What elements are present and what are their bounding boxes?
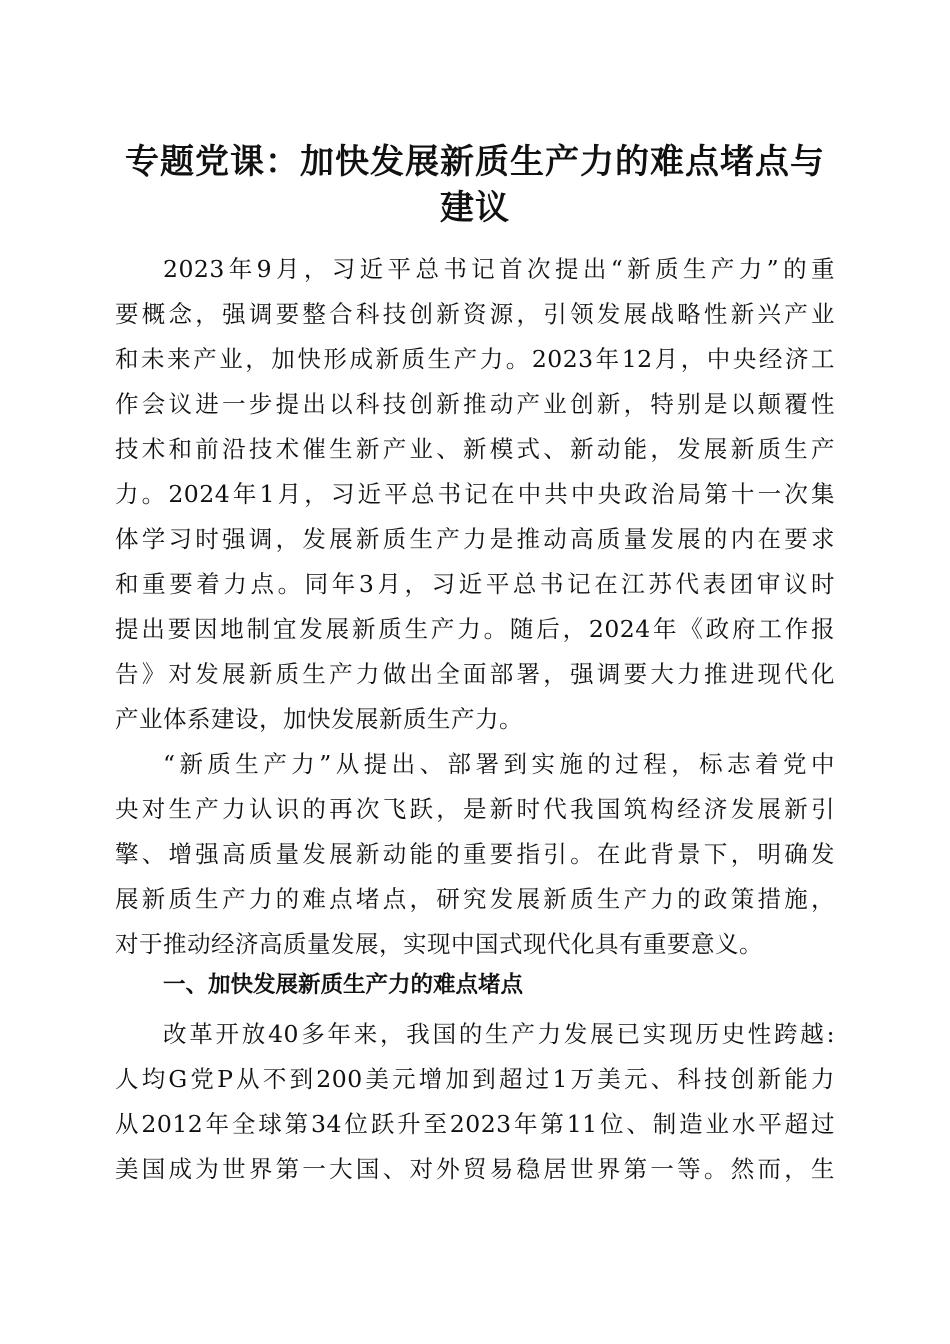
section-heading-1: 一、加快发展新质生产力的难点堵点 [163, 972, 524, 998]
paragraph-1-line-2: 要概念，强调要整合科技创新资源，引领发展战略性新兴产业 [115, 300, 835, 328]
paragraph-1-line-11: 产业体系建设，加快发展新质生产力。 [115, 705, 523, 733]
paragraph-2-line-4: 展新质生产力的难点堵点，研究发展新质生产力的政策措施， [115, 885, 835, 913]
paragraph-3-line-3: 从2012年全球第34位跃升至2023年第11位、制造业水平超过 [115, 1110, 835, 1138]
document-title-line-2: 建议 [440, 188, 510, 228]
paragraph-2-line-2: 央对生产力认识的再次飞跃，是新时代我国筑构经济发展新引 [115, 795, 835, 823]
paragraph-2-line-5: 对于推动经济高质量发展，实现中国式现代化具有重要意义。 [115, 930, 763, 958]
paragraph-1-line-8: 和重要着力点。同年3月，习近平总书记在江苏代表团审议时 [115, 570, 835, 598]
paragraph-1-line-4: 作会议进一步提出以科技创新推动产业创新，特别是以颠覆性 [115, 390, 835, 418]
paragraph-1-line-6: 力。2024年1月，习近平总书记在中共中央政治局第十一次集 [115, 480, 835, 508]
document-title-line-1: 专题党课：加快发展新质生产力的难点堵点与 [125, 142, 825, 182]
paragraph-1-line-7: 体学习时强调，发展新质生产力是推动高质量发展的内在要求 [115, 525, 835, 553]
paragraph-2-line-1: “新质生产力”从提出、部署到实施的过程，标志着党中 [163, 750, 835, 778]
paragraph-1-line-3: 和未来产业，加快形成新质生产力。2023年12月，中央经济工 [115, 345, 835, 373]
paragraph-2-line-3: 擎、增强高质量发展新动能的重要指引。在此背景下，明确发 [115, 840, 835, 868]
paragraph-1-line-9: 提出要因地制宜发展新质生产力。随后，2024年《政府工作报 [115, 615, 835, 643]
paragraph-1-line-1: 2023年9月，习近平总书记首次提出“新质生产力”的重 [163, 255, 835, 283]
paragraph-3-line-2: 人均G党P从不到200美元增加到超过1万美元、科技创新能力 [115, 1065, 835, 1093]
paragraph-1-line-10: 告》对发展新质生产力做出全面部署，强调要大力推进现代化 [115, 660, 835, 688]
paragraph-3-line-1: 改革开放40多年来，我国的生产力发展已实现历史性跨越: [163, 1020, 835, 1048]
paragraph-3-line-4: 美国成为世界第一大国、对外贸易稳居世界第一等。然而，生 [115, 1155, 835, 1183]
paragraph-1-line-5: 技术和前沿技术催生新产业、新模式、新动能，发展新质生产 [115, 435, 835, 463]
